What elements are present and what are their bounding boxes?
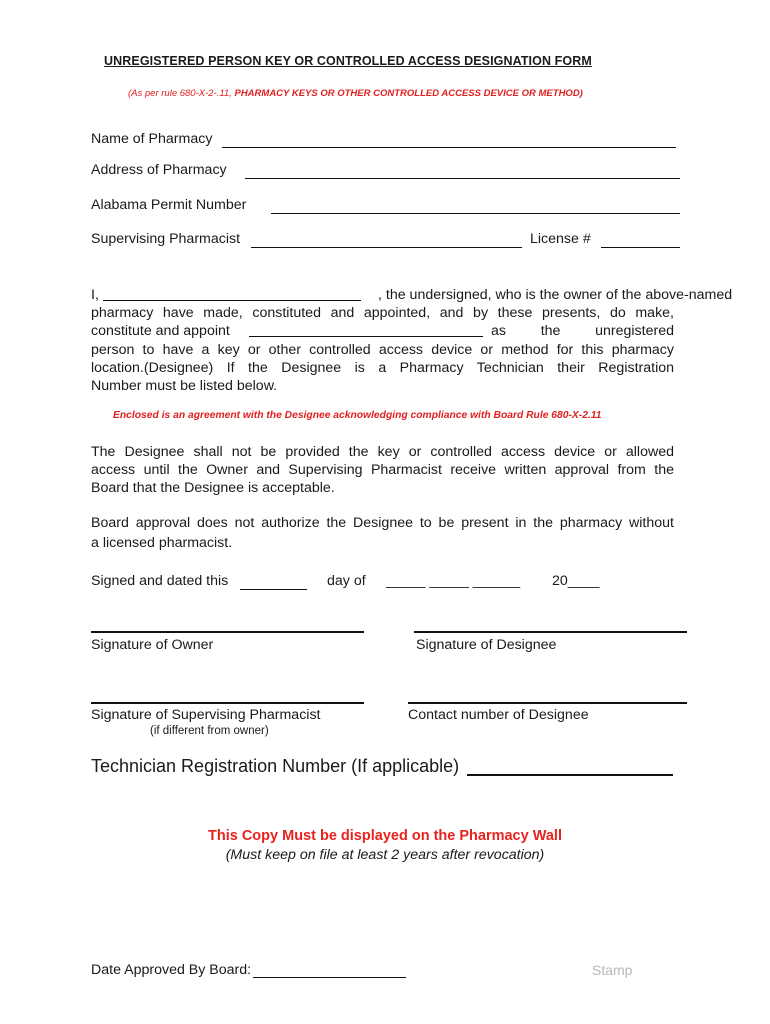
owner-signature-label: Signature of Owner bbox=[91, 637, 214, 653]
subtitle-prefix: (As per rule 680-X-2-.11, bbox=[128, 88, 235, 99]
name-of-pharmacy-label: Name of Pharmacy bbox=[91, 131, 213, 147]
keep-on-file-notice: (Must keep on file at least 2 years after revocation) bbox=[225, 847, 545, 863]
declaration-line-3-end: as the unregistered bbox=[491, 323, 674, 340]
name-of-pharmacy-line[interactable] bbox=[222, 147, 676, 148]
declaration-line-2: pharmacy have made, constituted and appointed, and by these presents, do make, bbox=[91, 305, 674, 322]
designee-name-line[interactable] bbox=[249, 336, 483, 337]
declaration-paragraph bbox=[91, 286, 733, 395]
designee-line-3: Board that the Designee is acceptable. bbox=[91, 480, 335, 497]
declaration-line-5: location.(Designee) If the Designee is a Pharmacy Technician their Registration bbox=[91, 359, 674, 376]
contact-designee-label: Contact number of Designee bbox=[408, 707, 589, 723]
supervising-pharmacist-line[interactable] bbox=[251, 247, 522, 248]
address-of-pharmacy-label: Address of Pharmacy bbox=[91, 162, 227, 178]
alabama-permit-number-label: Alabama Permit Number bbox=[91, 197, 247, 213]
supervising-signature-note: (if different from owner) bbox=[150, 725, 269, 737]
form-subtitle bbox=[128, 88, 583, 99]
display-on-wall-notice: This Copy Must be displayed on the Pharmacy Wall bbox=[208, 828, 562, 844]
approval-paragraph bbox=[91, 514, 674, 553]
declaration-line-4: person to have a key or other controlled access device or method for this pharmacy bbox=[91, 341, 674, 358]
designee-line-1: The Designee shall not be provided the key or controlled access device or allowed bbox=[91, 444, 674, 460]
designee-signature-line[interactable] bbox=[414, 631, 687, 633]
subtitle-bold: PHARMACY KEYS OR OTHER CONTROLLED ACCESS DEVICE OR METHOD) bbox=[234, 88, 583, 99]
stamp-placeholder: Stamp bbox=[592, 962, 633, 978]
supervising-pharmacist-label: Supervising Pharmacist bbox=[91, 231, 241, 247]
form-title: UNREGISTERED PERSON KEY OR CONTROLLED ACCESS DESIGNATION FORM bbox=[104, 54, 592, 68]
signed-dated-label: Signed and dated this bbox=[91, 573, 229, 589]
alabama-permit-number-line[interactable] bbox=[271, 213, 680, 214]
owner-name-line[interactable] bbox=[103, 300, 361, 301]
year-blank[interactable]: 20____ bbox=[552, 573, 600, 589]
declaration-line-6: Number must be listed below. bbox=[91, 377, 278, 394]
declaration-line-3-start: constitute and appoint bbox=[91, 323, 230, 340]
license-label: License # bbox=[530, 231, 591, 247]
approval-line-2: a licensed pharmacist. bbox=[91, 534, 233, 551]
technician-registration-line[interactable] bbox=[467, 774, 673, 776]
declaration-i: I, bbox=[91, 287, 99, 303]
contact-designee-line[interactable] bbox=[408, 702, 687, 704]
designee-signature-label: Signature of Designee bbox=[416, 637, 557, 653]
declaration-line-1 bbox=[91, 286, 733, 304]
declaration-line-1-end: , the undersigned, who is the owner of the above-named bbox=[378, 287, 733, 303]
enclosed-agreement-note: Enclosed is an agreement with the Designee acknowledging compliance with Board Rule 680-X-2.11 bbox=[113, 410, 602, 421]
date-approved-line[interactable] bbox=[253, 977, 406, 978]
date-approved-label: Date Approved By Board: bbox=[91, 962, 252, 978]
approval-line-1: Board approval does not authorize the Designee to be present in the pharmacy without bbox=[91, 515, 674, 531]
signed-day-line[interactable] bbox=[240, 589, 307, 590]
address-of-pharmacy-line[interactable] bbox=[245, 178, 680, 179]
supervising-signature-label: Signature of Supervising Pharmacist bbox=[91, 707, 321, 723]
designee-line-2: access until the Owner and Supervising Pharmacist receive written approval from the bbox=[91, 462, 674, 479]
declaration-line-3 bbox=[91, 322, 674, 340]
designee-paragraph bbox=[91, 443, 674, 498]
technician-registration-label: Technician Registration Number (If applicable) bbox=[91, 756, 460, 776]
license-line[interactable] bbox=[601, 247, 680, 248]
day-of-label: day of bbox=[327, 573, 366, 589]
month-blank[interactable]: _____ _____ ______ bbox=[386, 573, 521, 589]
supervising-signature-line[interactable] bbox=[91, 702, 364, 704]
owner-signature-line[interactable] bbox=[91, 631, 364, 633]
